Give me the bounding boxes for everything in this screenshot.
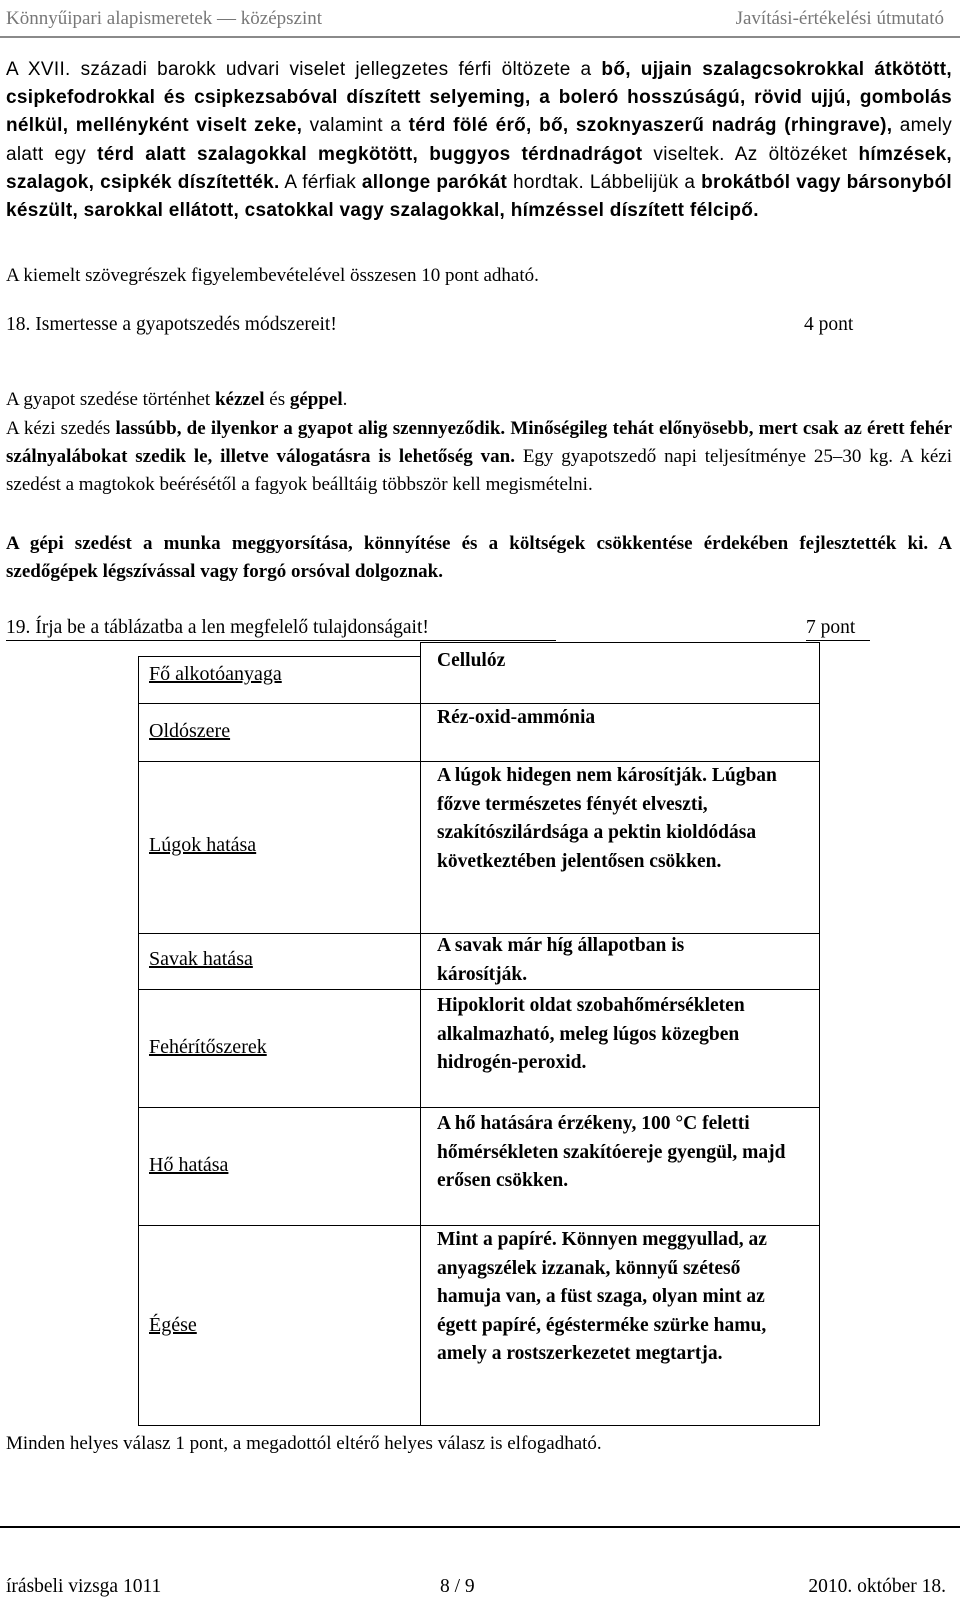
q18-machine-paragraph: A gépi szedést a munka meggyorsítása, könnyítése és a költségek csökkentése érdekében fejlesztették ki. A szedőgépek légszívással vagy forgó orsóval dolgoznak.: [6, 533, 952, 583]
row-label-main-component: Fő alkotóanyaga: [149, 663, 282, 685]
row-value-alkali-effect: A lúgok hidegen nem károsítják. Lúgban főzve természetes fényét elveszti, szakítószilárdsága a pektin kioldódása következtében jelentősen csökken.: [437, 765, 777, 872]
q19-title: 19. Írja be a táblázatba a len megfelelő tulajdonságait!: [6, 617, 429, 638]
table-row: [138, 1226, 820, 1426]
table-row: [138, 704, 820, 762]
q19-title-underline: [6, 640, 556, 641]
row-value-burning: Mint a papíré. Könnyen meggyullad, az anyagszélek izzanak, könnyű széteső hamuja van, a füst szaga, olyan mint az égett papíré, égésterméke szürke hamu, amely a rostszerkezetet megtartja.: [437, 1229, 767, 1365]
row-value-solvent: Réz-oxid-ammónia: [437, 707, 596, 728]
header-subject: Könnyűipari alapismeretek — középszint: [6, 8, 323, 29]
q19-scoring-note: Minden helyes válasz 1 pont, a megadottól eltérő helyes válasz is elfogadható.: [6, 1433, 602, 1454]
table-row: [138, 1108, 820, 1226]
row-value-bleaching-agents: Hipoklorit oldat szobahőmérsékleten alkalmazható, meleg lúgos közegben hidrogén-peroxid.: [437, 995, 745, 1074]
page-header: [0, 0, 960, 48]
q18-method-line: A gyapot szedése történhet kézzel és géppel.: [6, 389, 348, 410]
table-row: [138, 762, 820, 934]
row-label-alkali-effect: Lúgok hatása: [149, 834, 257, 856]
table-row: [138, 990, 820, 1108]
q19-points: 7 pont: [806, 617, 856, 638]
q18-title: 18. Ismertesse a gyapotszedés módszereit!: [6, 314, 337, 335]
q18-points: 4 pont: [804, 314, 854, 335]
table-row: [138, 650, 820, 704]
row-label-heat-effect: Hő hatása: [149, 1154, 229, 1176]
table-row: [138, 934, 820, 990]
row-value-acid-effect: A savak már híg állapotban is károsítják.: [437, 935, 685, 985]
row-label-solvent: Oldószere: [149, 720, 231, 742]
q18-manual-paragraph: A kézi szedés lassúbb, de ilyenkor a gyapot alig szennyeződik. Minőségileg tehát előnyösebb, mert csak az érett fehér szálnyalábokat szedik le, illetve válogatásra is lehetőség van. Egy gyapotszedő napi teljesítménye 25–30 kg. A kézi szedést a magtokok beérésétől a fagyok beálltáig többször kell megismételni.: [6, 418, 953, 496]
footer-divider: [0, 1526, 960, 1528]
header-divider: [0, 36, 960, 38]
footer-exam-code: írásbeli vizsga 1011: [6, 1576, 162, 1597]
row-label-burning: Égése: [149, 1314, 197, 1336]
q17-scoring-note: A kiemelt szövegrészek figyelembevételével összesen 10 pont adható.: [6, 265, 539, 286]
header-doc-type: Javítási-értékelési útmutató: [735, 8, 944, 29]
row-value-heat-effect: A hő hatására érzékeny, 100 °C feletti hőmérsékleten szakítóereje gyengül, majd erősen csökken.: [437, 1113, 786, 1192]
row-label-bleaching-agents: Fehérítőszerek: [149, 1036, 267, 1058]
footer-date: 2010. október 18.: [808, 1576, 946, 1597]
q19-points-underline: [806, 640, 870, 641]
row-value-main-component: Cellulóz: [437, 650, 506, 671]
q17-answer-paragraph: A XVII. századi barokk udvari viselet jellegzetes férfi öltözete a bő, ujjain szalagcsokrokkal átkötött, csipkefodrokkal és csipkezsabóval díszített selyeming, a boleró hosszúságú, rövid ujjú, gombolás nélkül, mellényként viselt zeke, valamint a térd fölé érő, bő, szoknyaszerű nadrág (rhingrave), amely alatt egy térd alatt szalagokkal megkötött, buggyos térdnadrágot viseltek. Az öltözéket hímzések, szalagok, csipkék díszítették. A férfiak allonge parókát hordtak. Lábbelijük a brokátból vagy bársonyból készült, sarokkal ellátott, csatokkal vagy szalagokkal, hímzéssel díszített félcipő.: [6, 59, 953, 222]
footer-page-number: 8 / 9: [440, 1576, 475, 1597]
row-label-acid-effect: Savak hatása: [149, 948, 253, 970]
